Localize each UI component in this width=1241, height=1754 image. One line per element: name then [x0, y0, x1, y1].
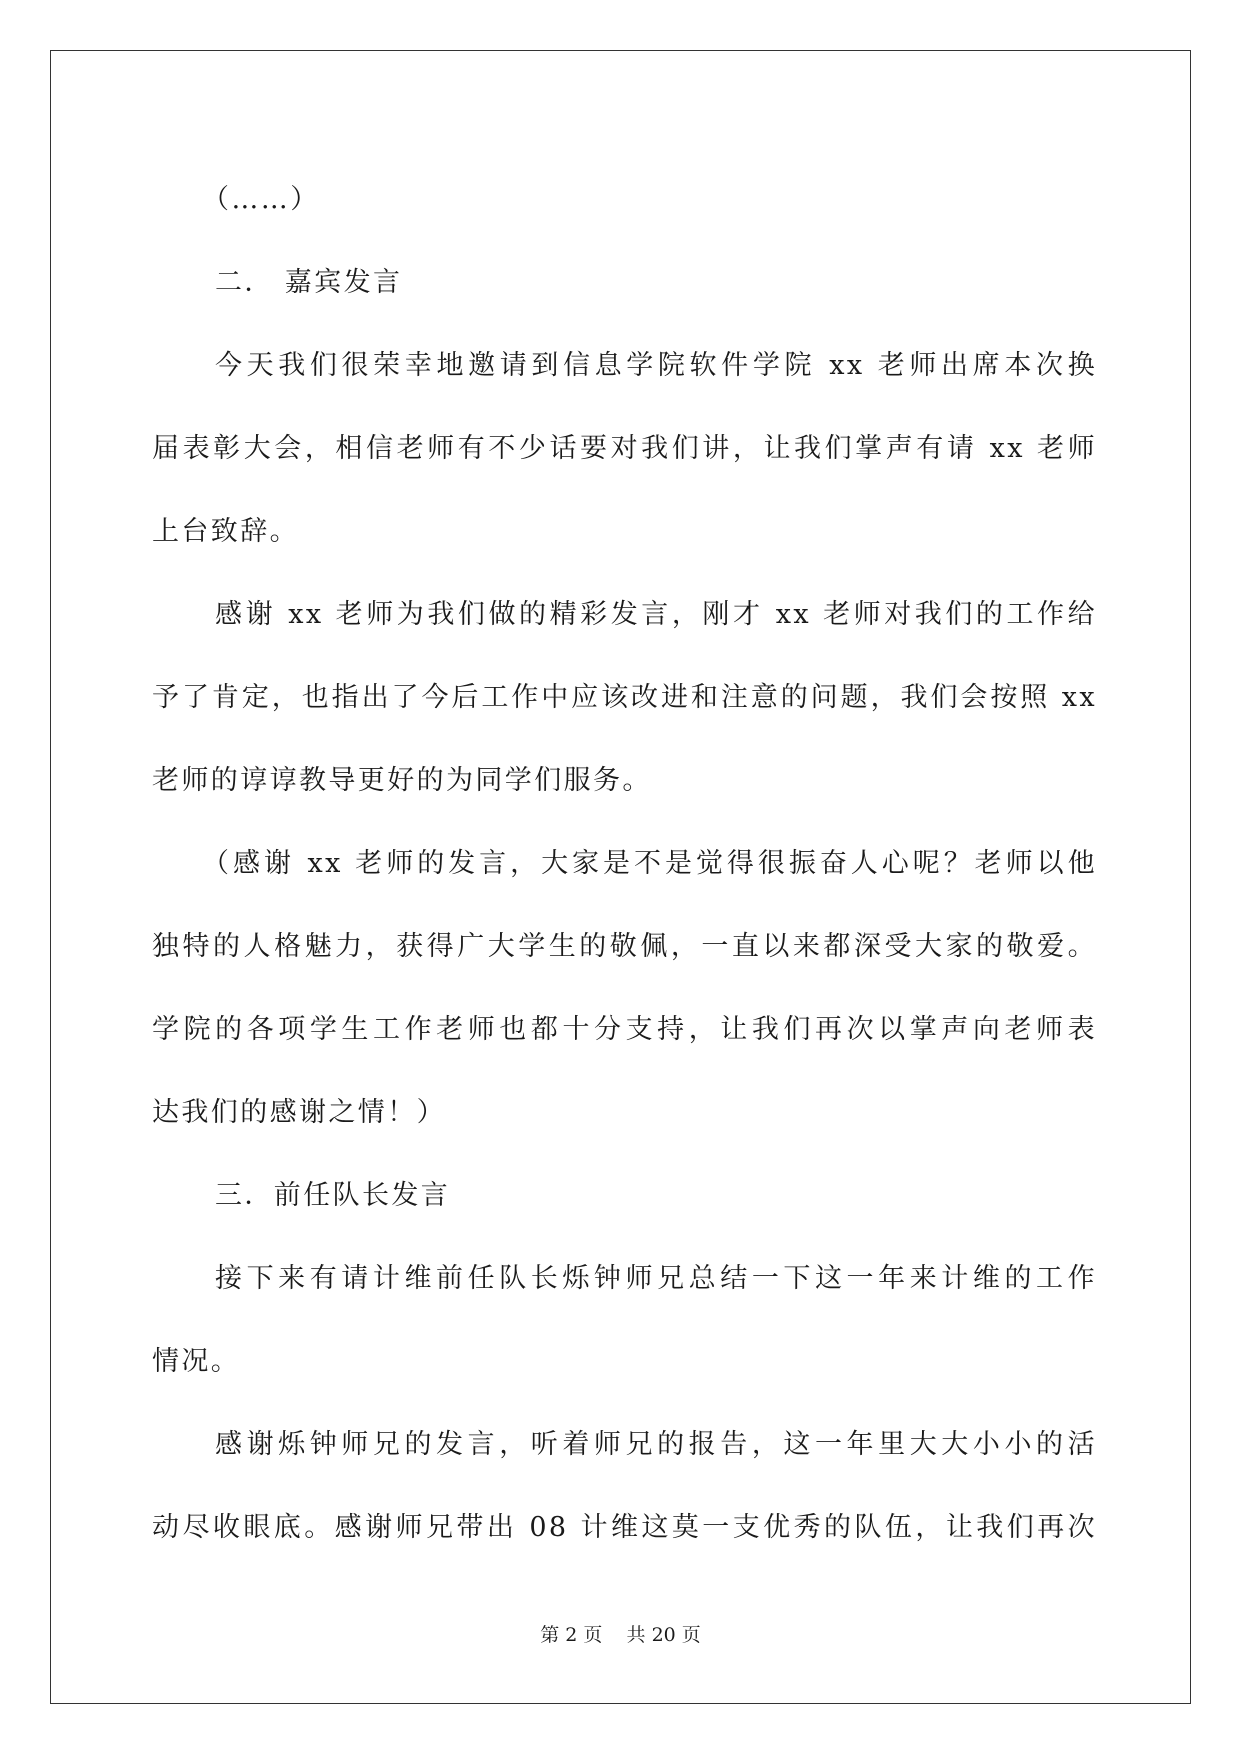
paragraph-line: 予了肯定，也指出了今后工作中应该改进和注意的问题，我们会按照 xx: [152, 682, 1097, 713]
paragraph-line: 届表彰大会，相信老师有不少话要对我们讲，让我们掌声有请 xx 老师: [152, 433, 1097, 464]
paragraph-line: 老师的谆谆教导更好的为同学们服务。: [152, 765, 652, 796]
paragraph-line: 今天我们很荣幸地邀请到信息学院软件学院 xx 老师出席本次换: [215, 350, 1097, 381]
section-heading-guest-speech: 二． 嘉宾发言: [215, 267, 403, 298]
page-number-footer: 第 2 页 共 20 页: [540, 1624, 701, 1646]
paragraph-line: 学院的各项学生工作老师也都十分支持，让我们再次以掌声向老师表: [152, 1014, 1097, 1045]
paragraph-line: 动尽收眼底。感谢师兄带出 08 计维这莫一支优秀的队伍，让我们再次: [152, 1512, 1097, 1543]
section-heading-former-captain-speech: 三．前任队长发言: [215, 1180, 451, 1211]
paragraph-line: 接下来有请计维前任队长烁钟师兄总结一下这一年来计维的工作: [215, 1263, 1097, 1294]
document-body: [152, 158, 1097, 1569]
text-line-ellipsis: （……）: [202, 184, 320, 215]
paragraph-line: 感谢烁钟师兄的发言，听着师兄的报告，这一年里大大小小的活: [215, 1429, 1097, 1460]
paragraph-line: 感谢 xx 老师为我们做的精彩发言，刚才 xx 老师对我们的工作给: [215, 599, 1097, 630]
paragraph-line: 情况。: [152, 1346, 241, 1377]
paragraph-line: 上台致辞。: [152, 516, 299, 547]
paragraph-line: （感谢 xx 老师的发言，大家是不是觉得很振奋人心呢？老师以他: [202, 848, 1097, 879]
paragraph-line: 独特的人格魅力，获得广大学生的敬佩，一直以来都深受大家的敬爱。: [152, 931, 1097, 962]
paragraph-line: 达我们的感谢之情！）: [152, 1097, 446, 1128]
